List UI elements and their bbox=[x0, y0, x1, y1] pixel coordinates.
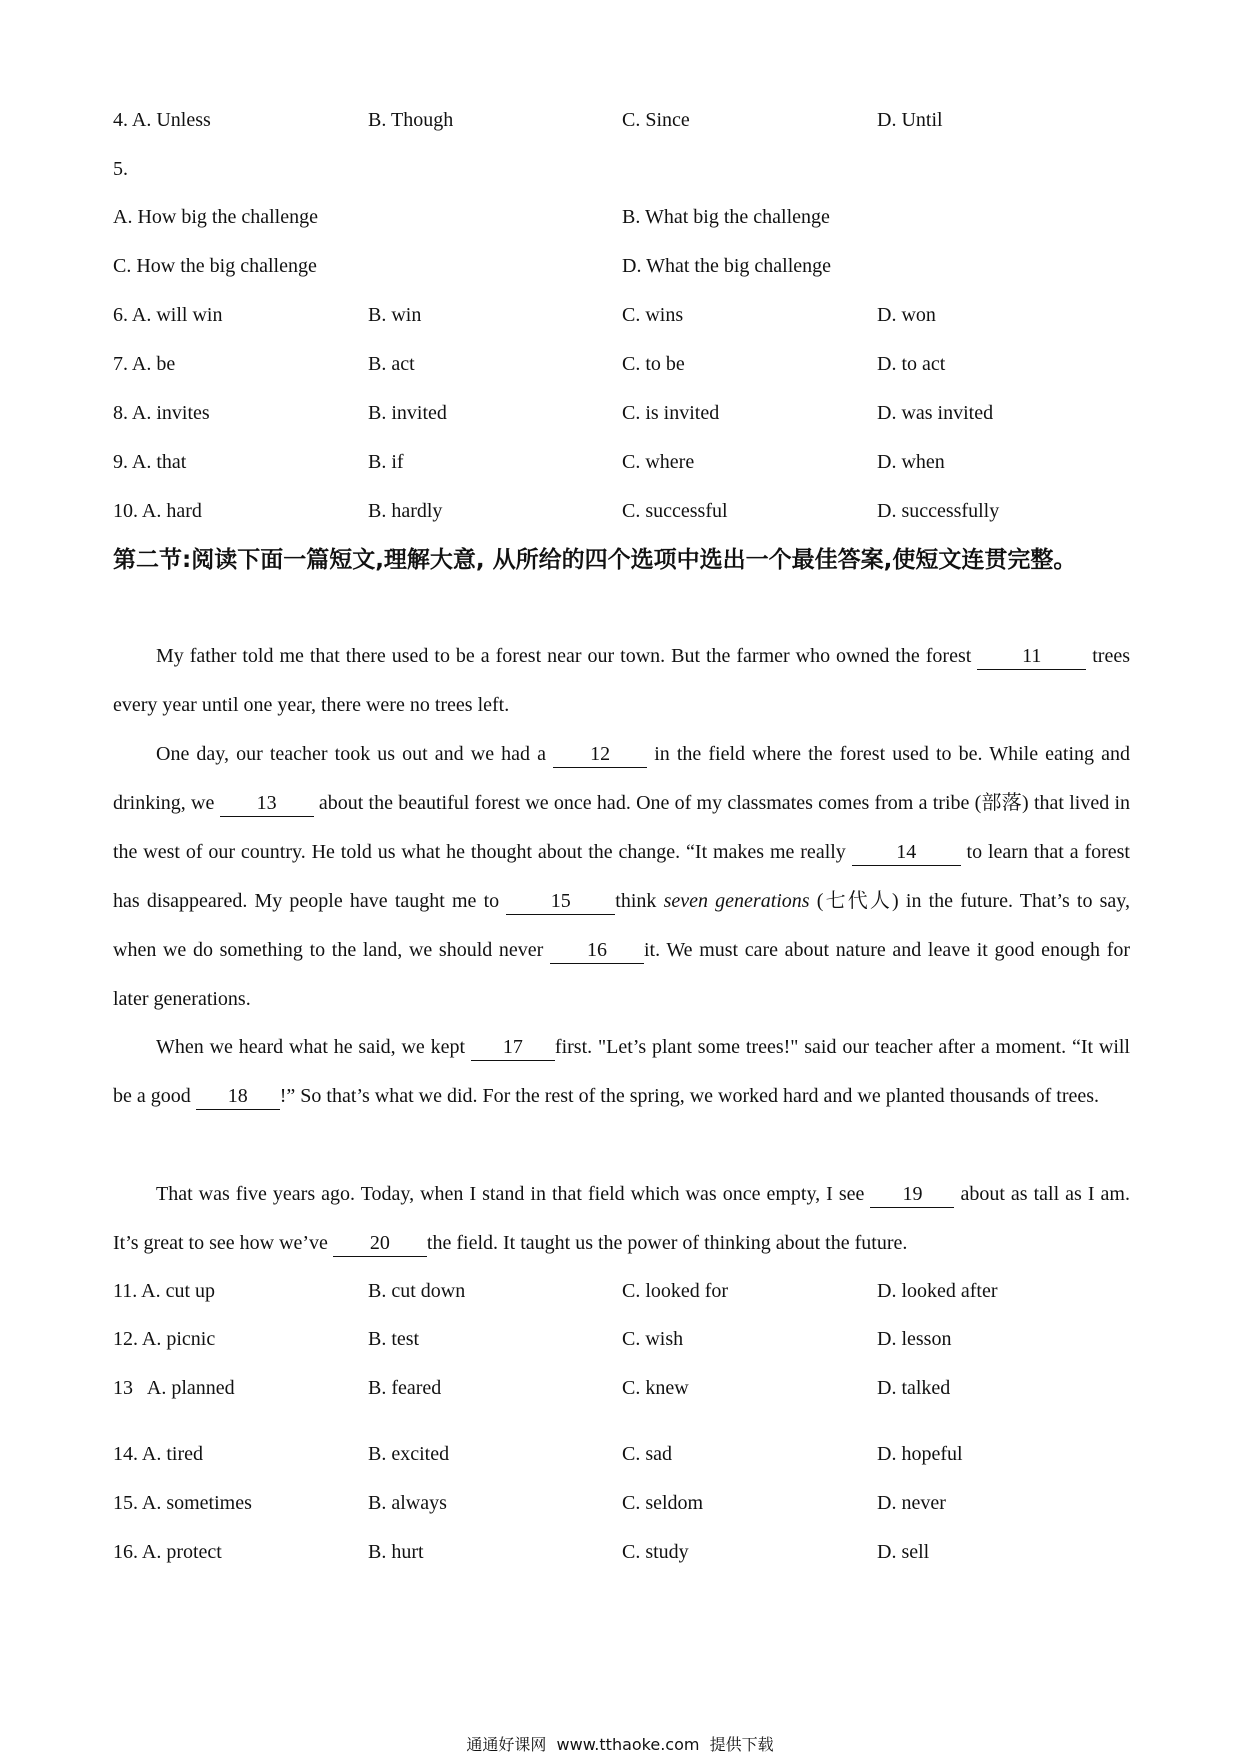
option-b: B. Though bbox=[368, 109, 454, 131]
option-c: C. Since bbox=[622, 109, 690, 131]
option-b: B. act bbox=[368, 353, 415, 375]
question-4-options bbox=[113, 103, 1133, 137]
blank-13: 13 bbox=[220, 790, 314, 817]
question-6-options bbox=[113, 298, 1133, 332]
question-number: 5. bbox=[113, 158, 128, 180]
option-c: C. knew bbox=[622, 1377, 689, 1399]
blank-20: 20 bbox=[333, 1230, 427, 1257]
question-5-options-row1 bbox=[113, 200, 1133, 234]
option-b: B. feared bbox=[368, 1377, 442, 1399]
question-13-options bbox=[113, 1371, 1133, 1405]
option-c: C. where bbox=[622, 451, 695, 473]
option-d: D. Until bbox=[877, 109, 943, 131]
option-b: B. if bbox=[368, 451, 404, 473]
question-12-options bbox=[113, 1322, 1133, 1356]
blank-18: 18 bbox=[196, 1083, 280, 1110]
option-a: 9. A. that bbox=[113, 451, 187, 473]
option-d: D. What the big challenge bbox=[622, 255, 832, 277]
option-a: 16. A. protect bbox=[113, 1541, 222, 1563]
option-b: B. What big the challenge bbox=[622, 206, 830, 228]
option-a: 8. A. invites bbox=[113, 402, 210, 424]
option-d: D. never bbox=[877, 1492, 946, 1514]
option-b: B. win bbox=[368, 304, 422, 326]
question-10-options bbox=[113, 494, 1133, 528]
question-5-number bbox=[113, 152, 1133, 186]
blank-16: 16 bbox=[550, 937, 644, 964]
option-c: C. wins bbox=[622, 304, 684, 326]
option-c: C. looked for bbox=[622, 1280, 729, 1302]
blank-19: 19 bbox=[870, 1181, 954, 1208]
question-14-options bbox=[113, 1437, 1133, 1471]
option-c: C. How the big challenge bbox=[113, 255, 317, 277]
blank-12: 12 bbox=[553, 741, 647, 768]
blank-14: 14 bbox=[852, 839, 961, 866]
option-c: C. is invited bbox=[622, 402, 720, 424]
option-a: 13 A. planned bbox=[113, 1377, 235, 1399]
option-a: 7. A. be bbox=[113, 353, 176, 375]
option-c: C. wish bbox=[622, 1328, 684, 1350]
option-a: 14. A. tired bbox=[113, 1443, 203, 1465]
italic-phrase: seven generations bbox=[663, 890, 810, 912]
option-b: B. cut down bbox=[368, 1280, 466, 1302]
option-d: D. when bbox=[877, 451, 945, 473]
option-a: 10. A. hard bbox=[113, 500, 202, 522]
option-c: C. sad bbox=[622, 1443, 672, 1465]
option-d: D. sell bbox=[877, 1541, 930, 1563]
option-d: D. won bbox=[877, 304, 936, 326]
section-2-heading: 第二节:阅读下面一篇短文,理解大意, 从所给的四个选项中选出一个最佳答案,使短文连贯完整。 bbox=[113, 547, 1077, 573]
option-a: 4. A. Unless bbox=[113, 109, 211, 131]
option-d: D. talked bbox=[877, 1377, 951, 1399]
question-7-options bbox=[113, 347, 1133, 381]
option-b: B. invited bbox=[368, 402, 447, 424]
question-9-options bbox=[113, 445, 1133, 479]
option-a: 11. A. cut up bbox=[113, 1280, 216, 1302]
option-c: C. seldom bbox=[622, 1492, 704, 1514]
option-a: 12. A. picnic bbox=[113, 1328, 216, 1350]
question-15-options bbox=[113, 1486, 1133, 1520]
option-a: 15. A. sometimes bbox=[113, 1492, 252, 1514]
option-d: D. hopeful bbox=[877, 1443, 963, 1465]
option-b: B. test bbox=[368, 1328, 420, 1350]
passage-paragraph-1: My father told me that there used to be a forest near our town. But the farmer who owned the forest 11 trees every year until one year, there were no trees left. bbox=[113, 645, 1130, 716]
passage-paragraph-2: One day, our teacher took us out and we had a 12 in the field where the forest used to be. While eating and drinking, we 13 about the beautiful forest we once had. One of my classmates comes from a tribe (部落) that lived in the west of our country. He told us what he thought about the change. “It makes me really 14 to learn that a forest has disappeared. My people have taught me to 15 think seven generations (七代人) in the future. That’s to say, when we do something to the land, we should never 16 it. We must care about nature and leave it good enough for later generations. bbox=[113, 743, 1131, 1010]
question-5-options-row2 bbox=[113, 249, 1133, 283]
blank-17: 17 bbox=[471, 1034, 555, 1061]
option-b: B. hardly bbox=[368, 500, 443, 522]
option-d: D. looked after bbox=[877, 1280, 998, 1302]
option-b: B. excited bbox=[368, 1443, 450, 1465]
question-11-options bbox=[113, 1274, 1133, 1308]
option-d: D. lesson bbox=[877, 1328, 952, 1350]
blank-11: 11 bbox=[977, 643, 1086, 670]
option-b: B. hurt bbox=[368, 1541, 424, 1563]
option-d: D. was invited bbox=[877, 402, 994, 424]
option-a: A. How big the challenge bbox=[113, 206, 318, 228]
option-d: D. successfully bbox=[877, 500, 1000, 522]
option-b: B. always bbox=[368, 1492, 447, 1514]
question-16-options bbox=[113, 1535, 1133, 1569]
option-c: C. to be bbox=[622, 353, 685, 375]
option-a: 6. A. will win bbox=[113, 304, 223, 326]
option-d: D. to act bbox=[877, 353, 946, 375]
question-8-options bbox=[113, 396, 1133, 430]
passage-paragraph-4: That was five years ago. Today, when I stand in that field which was once empty, I see 19 about as tall as I am. It’s great to see how we’ve 20 the field. It taught us the power of thinking about the future. bbox=[113, 1170, 1130, 1268]
option-c: C. study bbox=[622, 1541, 689, 1563]
passage-paragraph-3: When we heard what he said, we kept 17 first. "Let’s plant some trees!" said our teacher after a moment. “It will be a good 18 !” So that’s what we did. For the rest of the spring, we worked hard and we planted thousands of trees. bbox=[113, 1023, 1130, 1121]
page-footer: 通通好课网 www.tthaoke.com 提供下载 bbox=[466, 1735, 774, 1754]
option-c: C. successful bbox=[622, 500, 728, 522]
blank-15: 15 bbox=[506, 888, 615, 915]
